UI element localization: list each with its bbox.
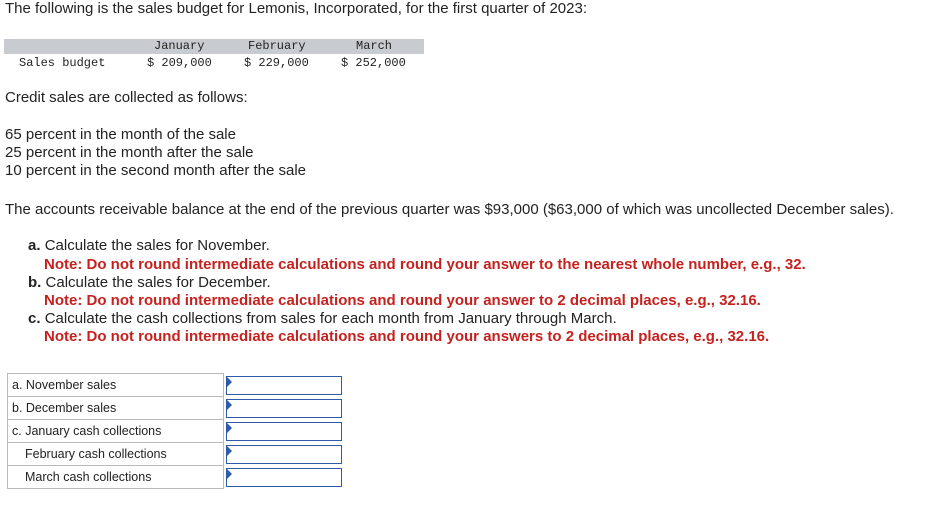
month-header-january: January xyxy=(154,39,205,53)
answer-label-november: a. November sales xyxy=(8,374,224,397)
answer-row-january xyxy=(8,420,343,443)
flag-icon xyxy=(226,445,232,457)
flag-icon xyxy=(226,468,232,480)
december-sales-input[interactable] xyxy=(227,400,341,417)
intro-text: The following is the sales budget for Lemonis, Incorporated, for the first quarter of 2023: xyxy=(5,0,587,17)
answer-label-december: b. December sales xyxy=(8,397,224,420)
answer-row-november xyxy=(8,374,343,397)
collection-line-1: 65 percent in the month of the sale xyxy=(5,126,236,143)
month-header-february: February xyxy=(248,39,306,53)
answer-label-february: February cash collections xyxy=(8,443,224,466)
sales-value-february: $ 229,000 xyxy=(244,56,309,70)
collection-line-2: 25 percent in the month after the sale xyxy=(5,144,254,161)
ar-statement: The accounts receivable balance at the end of the previous quarter was $93,000 ($63,000 of which was uncollected December sales). xyxy=(5,201,894,218)
answer-label-january: c. January cash collections xyxy=(8,420,224,443)
flag-icon xyxy=(226,422,232,434)
question-a-prefix: a. xyxy=(28,237,41,254)
answer-row-march xyxy=(8,466,343,489)
collection-line-3: 10 percent in the second month after the sale xyxy=(5,162,307,179)
question-c-text: Calculate the cash collections from sales for each month from January through March. xyxy=(44,310,617,327)
question-a xyxy=(28,237,270,255)
answer-table xyxy=(7,373,343,489)
sales-value-january: $ 209,000 xyxy=(147,56,212,70)
sales-value-march: $ 252,000 xyxy=(341,56,406,70)
question-b-note: Note: Do not round intermediate calculations and round your answer to 2 decimal places, e.g., 32.16. xyxy=(44,292,761,309)
month-header-march: March xyxy=(356,39,393,53)
question-c xyxy=(28,310,617,328)
answer-row-february xyxy=(8,443,343,466)
flag-icon xyxy=(226,376,232,388)
answer-label-march: March cash collections xyxy=(8,466,224,489)
february-collections-input[interactable] xyxy=(227,446,341,463)
question-a-note: Note: Do not round intermediate calculations and round your answer to the nearest whole number, e.g., 32. xyxy=(44,256,806,273)
march-collections-input[interactable] xyxy=(227,469,341,486)
answer-row-december xyxy=(8,397,343,420)
january-collections-input[interactable] xyxy=(227,423,341,440)
question-b-prefix: b. xyxy=(28,274,42,291)
question-b xyxy=(28,274,271,292)
credit-intro: Credit sales are collected as follows: xyxy=(5,89,248,106)
question-c-note: Note: Do not round intermediate calculations and round your answers to 2 decimal places, e.g., 32.16. xyxy=(44,328,770,345)
flag-icon xyxy=(226,399,232,411)
question-a-text: Calculate the sales for November. xyxy=(44,237,270,254)
sales-budget-label: Sales budget xyxy=(19,56,106,70)
november-sales-input[interactable] xyxy=(227,377,341,394)
question-b-text: Calculate the sales for December. xyxy=(45,274,271,291)
question-c-prefix: c. xyxy=(28,310,41,327)
